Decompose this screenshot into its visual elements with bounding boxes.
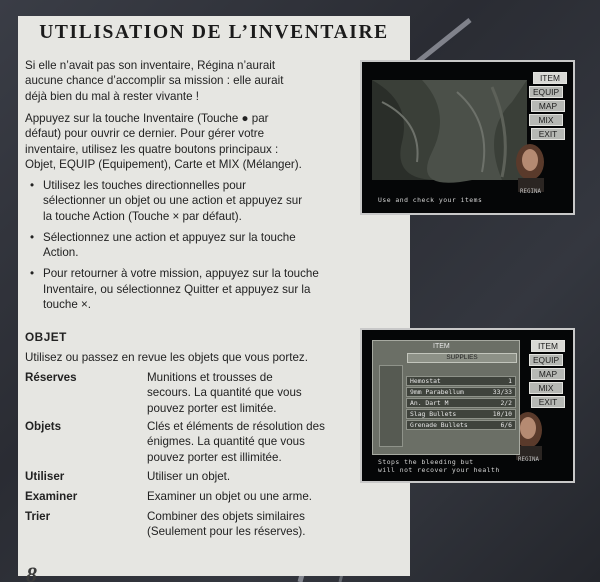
screen-caption: Use and check your items xyxy=(378,196,483,204)
bullet-line: la touche Action (Touche × par défaut). xyxy=(43,209,242,223)
item-name: Grenade Bullets xyxy=(410,421,468,429)
item-slot-column xyxy=(379,365,403,447)
list-item xyxy=(406,398,516,408)
item-quantity: 10/10 xyxy=(492,410,512,418)
bullet-icon: • xyxy=(30,267,35,281)
definition-line: Combiner des objets similaires xyxy=(147,510,305,523)
game-screenshot-inventory-menu xyxy=(360,60,575,215)
item-quantity: 1 xyxy=(508,377,512,385)
bullet-line: Pour retourner à votre mission, appuyez sur la touche xyxy=(43,267,319,281)
menu-item-equip: EQUIP xyxy=(529,354,563,366)
item-quantity: 2/2 xyxy=(500,399,512,407)
item-quantity: 33/33 xyxy=(492,388,512,396)
term-label: Examiner xyxy=(25,490,78,503)
bullet-line: Utilisez les touches directionnelles pour xyxy=(43,179,246,192)
item-name: An. Dart M xyxy=(410,399,449,407)
definition-line: secours. La quantité que vous xyxy=(147,386,302,400)
term-label: Réserves xyxy=(25,371,77,384)
character-label: REGINA xyxy=(518,457,539,463)
paragraph-line: défaut) pour ouvrir ce dernier. Pour gérer votre xyxy=(25,127,265,141)
panel-subheader: SUPPLIES xyxy=(407,353,517,363)
bullet-line: Inventaire, ou sélectionnez Quitter et appuyez sur la xyxy=(43,282,311,296)
bullet-item xyxy=(25,266,365,312)
item-name: 9mm Parabellum xyxy=(410,388,464,396)
bullet-list xyxy=(25,178,365,312)
definition-line: Examiner un objet ou une arme. xyxy=(147,490,312,503)
intro-line: Si elle n’avait pas son inventaire, Régina n’aurait xyxy=(25,59,276,72)
intro-line: aucune chance d’accomplir sa mission : elle aurait xyxy=(25,74,284,88)
bullet-line: sélectionner un objet ou une action et appuyez sur xyxy=(43,194,303,208)
definition-line: énigmes. La quantité que vous xyxy=(147,435,305,449)
caption-line: Stops the bleeding but xyxy=(378,458,474,466)
bullet-icon: • xyxy=(30,230,35,244)
list-item xyxy=(406,387,516,397)
definition-line: Utiliser un objet. xyxy=(147,470,231,483)
menu-item-exit: EXIT xyxy=(531,396,565,408)
menu-item-item: ITEM xyxy=(531,340,565,352)
definition-line: Munitions et trousses de xyxy=(147,371,273,384)
definition-line: Clés et éléments de résolution des xyxy=(147,420,325,433)
term-label: Utiliser xyxy=(25,470,65,483)
section-intro: Utilisez ou passez en revue les objets que vous portez. xyxy=(25,351,308,364)
definition-line: pouvez porter est limitée. xyxy=(147,401,277,415)
term-definition xyxy=(147,419,367,465)
term-definition xyxy=(147,469,367,484)
item-name: Slag Bullets xyxy=(410,410,457,418)
bullet-item xyxy=(25,230,365,261)
paragraph-line: inventaire, utilisez les quatre boutons principaux : xyxy=(25,142,279,156)
panel-header: ITEM xyxy=(433,343,450,350)
definition-line: pouvez porter est illimitée. xyxy=(147,450,282,464)
game-screenshot-supplies xyxy=(360,328,575,483)
term-label: Trier xyxy=(25,510,51,523)
bullet-line: touche ×. xyxy=(43,298,92,312)
menu-item-mix: MIX xyxy=(529,114,563,126)
menu-item-map: MAP xyxy=(531,100,565,112)
term-definition xyxy=(147,509,367,540)
caption-line: will not recover your health xyxy=(378,466,500,474)
page-title: UTILISATION DE L’INVENTAIRE xyxy=(39,22,389,43)
controls-paragraph xyxy=(25,111,365,172)
list-item xyxy=(406,376,516,386)
bullet-line: Sélectionnez une action et appuyez sur la touche xyxy=(43,230,296,244)
intro-line: déjà bien du mal à rester vivante ! xyxy=(25,89,200,103)
term-definition xyxy=(147,489,367,504)
screen-caption xyxy=(378,458,500,474)
list-item xyxy=(406,409,516,419)
page-number: 8 xyxy=(26,562,37,582)
definition-line: (Seulement pour les réserves). xyxy=(147,525,306,539)
list-item xyxy=(406,420,516,430)
paragraph-line: Objet, EQUIP (Equipement), Carte et MIX (Mélanger). xyxy=(25,157,302,171)
intro-paragraph xyxy=(25,58,365,104)
menu-item-mix: MIX xyxy=(529,382,563,394)
item-quantity: 6/6 xyxy=(500,421,512,429)
menu-item-item: ITEM xyxy=(533,72,567,84)
menu-item-equip: EQUIP xyxy=(529,86,563,98)
item-name: Hemostat xyxy=(410,377,441,385)
menu-item-map: MAP xyxy=(531,368,565,380)
section-title: OBJET xyxy=(25,330,67,344)
paragraph-line: Appuyez sur la touche Inventaire (Touche ● par xyxy=(25,112,269,125)
bullet-line: Action. xyxy=(43,246,79,260)
bullet-icon: • xyxy=(30,179,35,192)
term-label: Objets xyxy=(25,420,62,433)
character-label: REGINA xyxy=(520,189,541,195)
bullet-item xyxy=(25,178,365,224)
menu-item-exit: EXIT xyxy=(531,128,565,140)
term-definition xyxy=(147,370,367,416)
